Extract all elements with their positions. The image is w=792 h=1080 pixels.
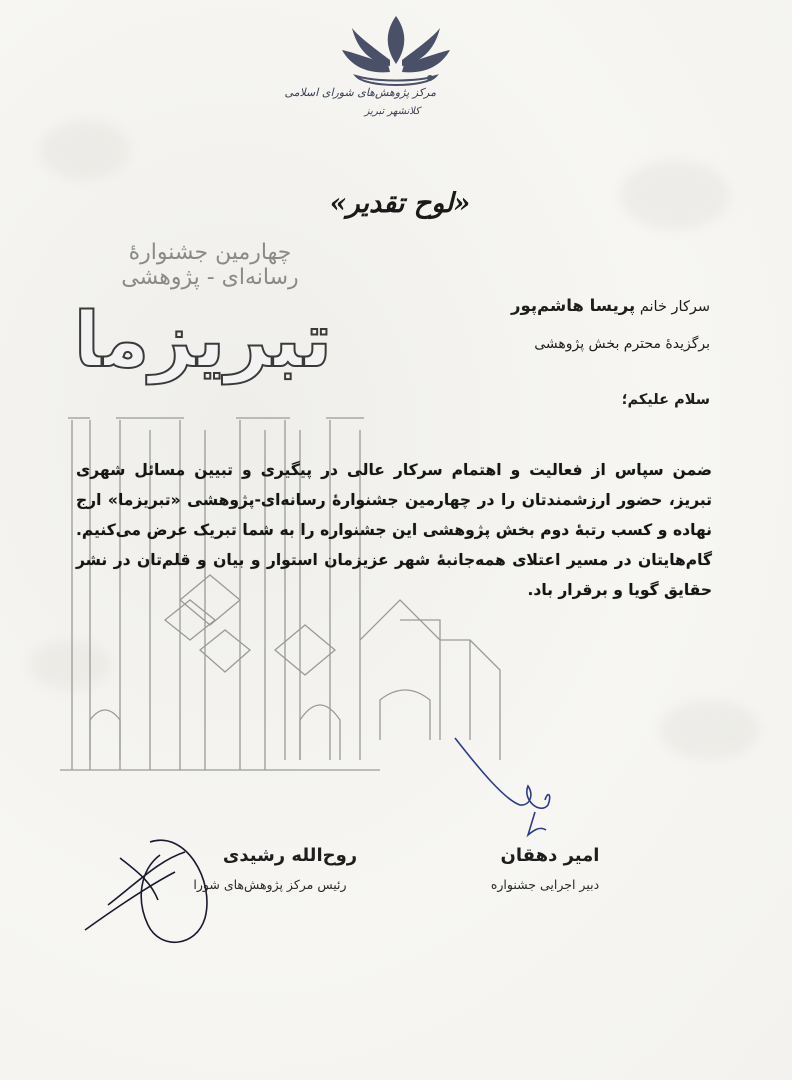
- festival-subtitle: [90, 240, 330, 291]
- greeting: سلام علیکم؛: [621, 392, 710, 408]
- festival-line1: چهارمین جشنوارهٔ: [128, 240, 292, 265]
- signer-title-1: رئیس مرکز پژوهش‌های شورا: [193, 877, 347, 892]
- recipient-role: برگزیدهٔ محترم بخش پژوهشی: [534, 336, 710, 352]
- recipient-salutation: سرکار خانم: [639, 299, 710, 315]
- org-name-line1: مرکز پژوهش‌های شورای اسلامی: [284, 86, 436, 99]
- signature-dehghan: [455, 738, 550, 835]
- signer-name-1: روح‌الله رشیدی: [222, 845, 358, 866]
- signer-title-2: دبیر اجرایی جشنواره: [490, 877, 600, 892]
- lotus-logo-icon: [342, 16, 450, 85]
- recipient-line: [511, 296, 710, 315]
- body-paragraph: ضمن سپاس از فعالیت و اهتمام سرکار عالی در پیگیری و تبیین مسائل شهری تبریز، حضور ارزشمندتان را در چهارمین جشنوارهٔ رسانه‌ای-پژوهشی «تبریزما» ارج نهاده و کسب رتبهٔ دوم بخش پژوهشی این جشنواره را به شما تبریک عرض می‌کنیم. گام‌هایتان در مسیر اعتلای همه‌جانبهٔ شهر عزیزمان استوار و بیان و قلم‌تان در نشر حقایق گویا و برقرار باد.: [76, 461, 712, 599]
- certificate-title: «لوح تقدیر»: [329, 188, 471, 219]
- recipient-name: پریسا هاشم‌پور: [511, 296, 636, 315]
- org-name-line2: کلانشهر تبریز: [364, 106, 420, 117]
- festival-line2: رسانه‌ای - پژوهشی: [121, 265, 299, 291]
- signer-name-2: امیر دهقان: [500, 845, 600, 866]
- festival-name: تبریزما: [73, 295, 332, 384]
